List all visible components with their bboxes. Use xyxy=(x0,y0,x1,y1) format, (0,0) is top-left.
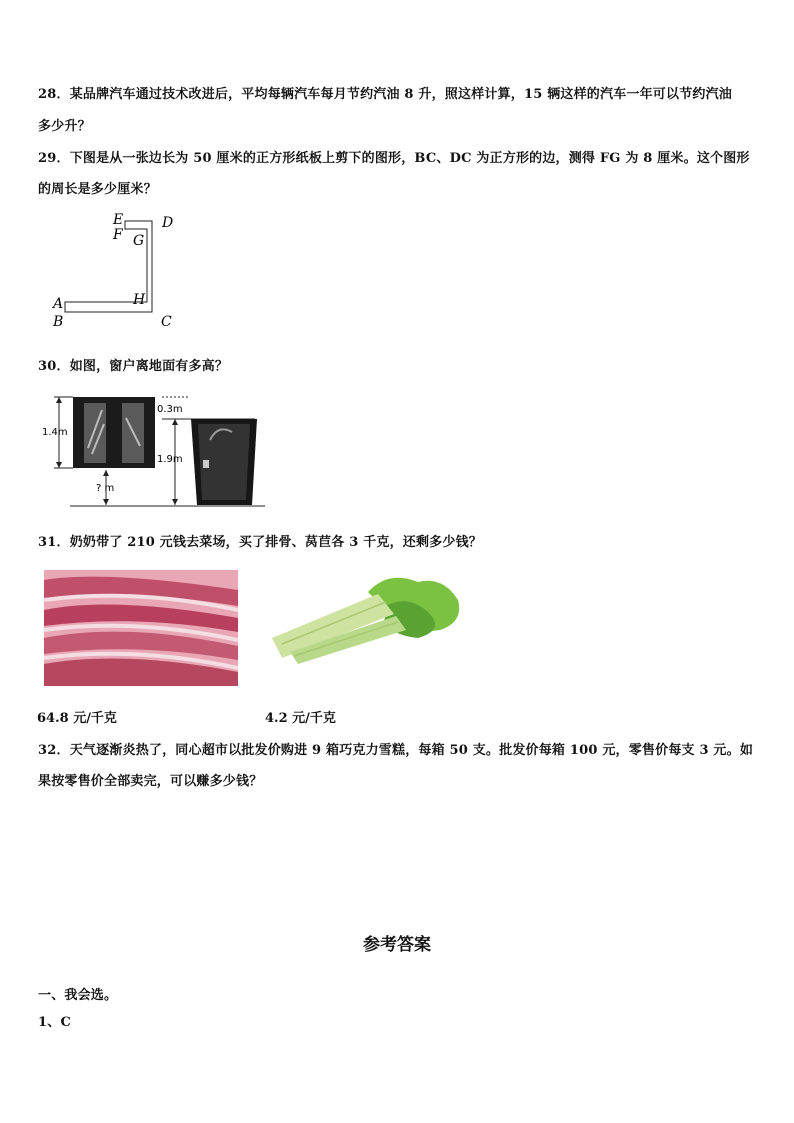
q29-label-H: H xyxy=(133,292,146,308)
ribs-image xyxy=(44,570,238,686)
q29-label-G: G xyxy=(133,233,145,249)
answers-title: 参考答案 xyxy=(363,935,431,955)
q31-text: 31．奶奶带了 210 元钱去菜场，买了排骨、莴苣各 3 千克，还剩多少钱？ xyxy=(38,535,482,550)
q29-label-B: B xyxy=(53,314,64,330)
answer-item-1: 1、C xyxy=(38,1015,71,1030)
q28-line1: 28．某品牌汽车通过技术改进后，平均每辆汽车每月节约汽油 8 升，照这样计算，15 辆这样的汽车一年可以节约汽油 xyxy=(38,87,733,102)
q29-label-D: D xyxy=(162,215,174,231)
window-height-label: 1.4m xyxy=(42,427,68,438)
ribs-price: 64.8 元/千克 xyxy=(37,711,117,726)
q29-label-E: E xyxy=(113,212,124,228)
q29-line2: 的周长是多少厘米？ xyxy=(38,182,157,197)
lettuce-image xyxy=(268,572,468,664)
lettuce-price: 4.2 元/千克 xyxy=(265,711,336,726)
q30-text: 30．如图，窗户离地面有多高？ xyxy=(38,359,229,374)
q29-label-F: F xyxy=(113,227,123,243)
top-gap-label: 0.3m xyxy=(157,404,183,415)
q32-line2: 果按零售价全部卖完，可以赚多少钱？ xyxy=(38,774,263,789)
q32-line1: 32．天气逐渐炎热了，同心超市以批发价购进 9 箱巧克力雪糕，每箱 50 支。批发价每箱 100 元，零售价每支 3 元。如 xyxy=(38,743,754,758)
q29-figure xyxy=(40,205,200,335)
q28-line2: 多少升？ xyxy=(38,119,91,134)
answers-section-1: 一、我会选。 xyxy=(38,988,118,1003)
q29-label-A: A xyxy=(53,296,64,312)
q29-line1: 29．下图是从一张边长为 50 厘米的正方形纸板上剪下的图形，BC、DC 为正方形的边，测得 FG 为 8 厘米。这个图形 xyxy=(38,151,750,166)
q29-label-C: C xyxy=(161,314,172,330)
unknown-height-label: ? m xyxy=(96,483,115,494)
total-height-label: 1.9m xyxy=(157,454,183,465)
q30-figure xyxy=(40,388,270,510)
